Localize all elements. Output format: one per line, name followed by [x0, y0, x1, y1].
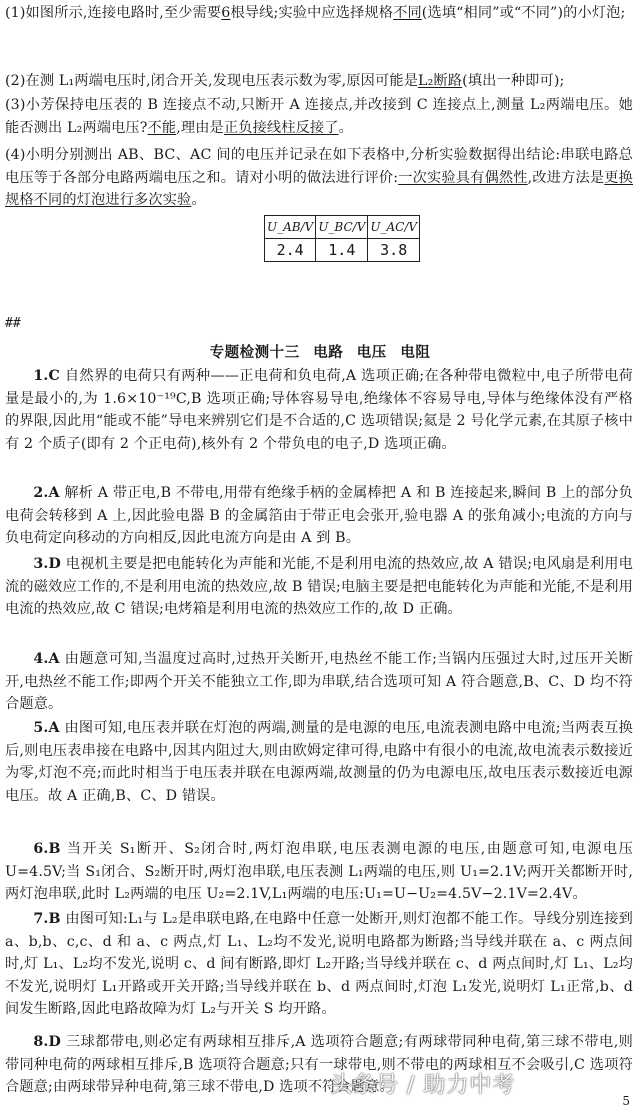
- answer-1: [5, 365, 633, 455]
- text-run: 根导线;实验中应选择规格: [230, 5, 394, 21]
- text-run: 。: [338, 119, 353, 136]
- answer-blank: 正负接线柱反接了: [223, 119, 339, 136]
- text-run: 电视机主要是把电能转化为声能和光能,不是利用电流的热效应,故 A 错误;电风扇是利用电流的磁效应工作的,不是利用电流的热效应,故 B 错误;电脑主要是把电能转化为声能和光能,不是利用电流的热效应,故 C 错误;电烤箱是利用电流的热效应工作的,故 D 正确。: [5, 556, 633, 618]
- answer-4: [5, 648, 633, 716]
- section-title: 专题检测十三 电路 电压 电阻: [209, 344, 431, 361]
- separator-mark: ##: [5, 316, 21, 331]
- value-uab: 2.4: [265, 239, 316, 262]
- text-run: ,理由是: [176, 119, 224, 136]
- table-row: [265, 239, 420, 262]
- question-4: [5, 144, 633, 212]
- text-run: 由题意可知,当温度过高时,过热开关断开,电热丝不能工作;当锅内压强过大时,过压开关断开,电热丝不能工作;即两个开关不能独立工作,即为串联,结合选项可知 A 符合题意,B、C、D 均不符合题意。: [5, 651, 633, 713]
- text-run: 当开关 S₁断开、S₂闭合时,两灯泡串联,电压表测电源的电压,由题意可知,电源电压 U=4.5V;当 S₁闭合、S₂断开时,两灯泡串联,电压表测 L₁两端的电压,则 U₁=2.1V;两开关都断开时,两灯泡串联,此时 L₂两端的电压 U₂=2.1V,L₁两端的电压:U₁=U−U₂=4.5V−2.1V=2.4V。: [5, 841, 633, 903]
- text-run: (1)如图所示,连接电路时,至少需要: [5, 5, 222, 21]
- answer-3: [5, 553, 633, 621]
- answer-blank: L₂断路: [418, 73, 463, 89]
- text-run: (4)小明分别测出 AB、BC、AC 间的电压并记录在如下表格中,分析实验数据得出结论:串联电路总电压等于各部分电路两端电压之和。请对小明的做法进行评价:: [5, 147, 633, 186]
- item-number: 8.D: [33, 1034, 61, 1050]
- question-1: [5, 2, 633, 25]
- text-run: (2)在测 L₁两端电压时,闭合开关,发现电压表示数为零,原因可能是: [5, 73, 419, 89]
- answer-8: [5, 1031, 633, 1099]
- item-number: 5.A: [33, 720, 60, 736]
- text-run: 由图可知,电压表并联在灯泡的两端,测量的是电源的电压,电流表测电路中电流;当两表互换后,则电压表串接在电路中,因其内阻过大,则由欧姆定律可得,电路中有很小的电流,故电流表示数接近为零,灯泡不亮;而此时相当于电压表并联在电源两端,故测量的仍为电源电压,故电压表示数接近电源电压。故 A 正确,B、C、D 错误。: [5, 720, 633, 804]
- page-number: 5: [622, 1094, 630, 1108]
- answer-7: [5, 908, 633, 1021]
- answer-blank: 不能: [147, 119, 177, 136]
- question-3: [5, 94, 633, 139]
- answer-2: [5, 482, 633, 550]
- value-ubc: 1.4: [316, 239, 368, 262]
- header-ubc: U_BC/V: [316, 216, 368, 239]
- item-number: 3.D: [33, 556, 61, 572]
- watermark: 头条号 / 助力中考: [330, 1073, 516, 1098]
- answer-6: [5, 838, 633, 906]
- text-run: ,改进方法是: [527, 169, 605, 186]
- answer-5: [5, 717, 633, 807]
- answer-blank: 更换规格不同的灯泡进行多次实验: [5, 169, 633, 209]
- header-uab: U_AB/V: [265, 216, 316, 239]
- text-run: 三球都带电,则必定有两球相互排斥,A 选项符合题意;有两球带同种电荷,第三球不带电,则带同种电荷的两球相互排斥,B 选项符合题意;只有一球带电,则不带电的两球相互不会吸引,C 选项符合题意;由两球带异种电荷,第三球不带电,D 选项不符合题意。: [5, 1034, 633, 1096]
- answer-blank: 一次实验具有偶然性: [398, 169, 528, 186]
- voltage-table: [264, 215, 420, 262]
- text-run: 。: [191, 192, 206, 209]
- text-run: (填出一种即可);: [462, 73, 565, 89]
- text-run: 解析 A 带正电,B 不带电,用带有绝缘手柄的金属棒把 A 和 B 连接起来,瞬间 B 上的部分负电荷会转移到 A 上,因此验电器 B 的金属箔由于带正电会张开,验电器 A 的张角减小;电流的方向与负电荷定向移动的方向相反,因此电流方向是由 A 到 B。: [5, 485, 633, 547]
- header-uac: U_AC/V: [368, 216, 420, 239]
- item-number: 7.B: [33, 911, 61, 927]
- item-number: 6.B: [33, 841, 61, 857]
- value-uac: 3.8: [368, 239, 420, 262]
- text-run: (选填“相同”或“不同”)的小灯泡;: [421, 5, 626, 21]
- answer-blank: 6: [221, 5, 231, 21]
- item-number: 2.A: [33, 485, 60, 501]
- text-run: 自然界的电荷只有两种——正电荷和负电荷,A 选项正确;在各种带电微粒中,电子所带电荷量是最小的,为 1.6×10⁻¹⁹C,B 选项正确;导体容易导电,绝缘体不容易导电,导体与绝缘体没有严格的界限,因此用“能或不能”导电来辨别它们是不合适的,C 选项错误;氦是 2 号化学元素,在其原子核中有 2 个质子(即有 2 个正电荷),核外有 2 个带负电的电子,D 选项正确。: [5, 368, 633, 452]
- question-2: [5, 70, 633, 93]
- item-number: 1.C: [33, 368, 60, 384]
- answer-blank: 不同: [393, 5, 422, 21]
- item-number: 4.A: [33, 651, 60, 667]
- table-header-row: [265, 216, 420, 239]
- text-run: (3)小芳保持电压表的 B 连接点不动,只断开 A 连接点,并改接到 C 连接点上,测量 L₂两端电压。她能否测出 L₂两端电压?: [5, 97, 633, 136]
- text-run: 由图可知:L₁与 L₂是串联电路,在电路中任意一处断开,则灯泡都不能工作。导线分别连接到 a、b,b、c,c、d 和 a、c 两点,灯 L₁、L₂均不发光,说明电路都为断路;当导线并联在 a、c 两点间时,灯 L₁、L₂均不发光,说明 c、d 间有断路,即灯 L₂开路;当导线并联在 c、d 两点间时,灯 L₁、L₂均不发光,说明灯 L₁开路或开关开路;当导线并联在 b、d 两点间时,灯泡 L₁发光,说明灯 L₁正常,b、d 间发生断路,因此电路故障为灯 L₂与开关 S 均开路。: [5, 911, 633, 1018]
